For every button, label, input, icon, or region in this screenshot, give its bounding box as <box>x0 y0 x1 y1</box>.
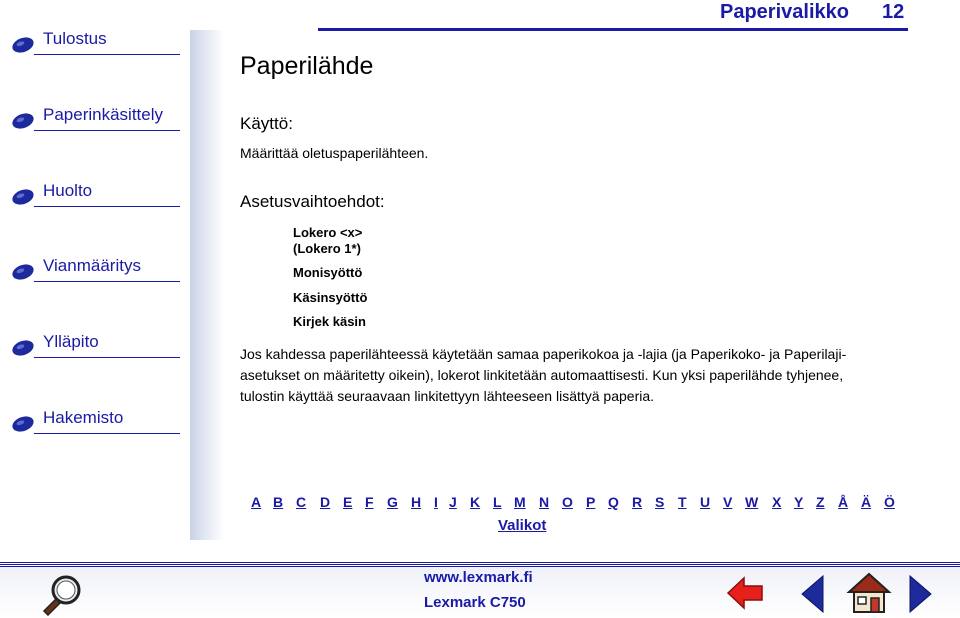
bullet-icon <box>10 414 35 435</box>
sidebar-item-paperinkasittely[interactable] <box>12 105 182 131</box>
usage-heading: Käyttö: <box>240 114 293 133</box>
bullet-icon <box>10 111 35 132</box>
index-letter[interactable]: D <box>320 494 331 510</box>
sidebar-item-label: Huolto <box>43 181 93 200</box>
index-letter[interactable]: X <box>772 494 782 510</box>
index-letter[interactable]: S <box>655 494 665 510</box>
divider <box>34 206 180 207</box>
footer-stripe <box>0 562 960 567</box>
index-letter[interactable]: O <box>562 494 573 510</box>
previous-page-icon[interactable] <box>799 574 827 614</box>
divider <box>34 54 180 55</box>
page-header-title: Paperivalikko <box>720 1 849 23</box>
sidebar-item-hakemisto[interactable] <box>12 408 182 434</box>
option-item: Käsinsyöttö <box>293 290 368 305</box>
sidebar-item-huolto[interactable] <box>12 181 182 207</box>
sidebar-item-label: Paperinkäsittely <box>43 105 164 124</box>
sidebar-item-label: Ylläpito <box>43 332 99 351</box>
option-item: Lokero <x> <box>293 225 363 240</box>
page-number: 12 <box>882 1 905 23</box>
index-letter[interactable]: E <box>343 494 353 510</box>
index-letter[interactable]: N <box>539 494 550 510</box>
sidebar-item-label: Vianmääritys <box>43 256 141 275</box>
index-letter[interactable]: Y <box>794 494 804 510</box>
index-letter[interactable]: P <box>586 494 596 510</box>
search-icon[interactable] <box>38 572 86 616</box>
footer-product: Lexmark C750 <box>424 594 526 611</box>
menus-link[interactable]: Valikot <box>498 517 547 534</box>
index-letter[interactable]: V <box>723 494 733 510</box>
index-letter[interactable]: Ä <box>861 494 872 510</box>
index-letter[interactable]: B <box>273 494 284 510</box>
sidebar-item-label: Tulostus <box>43 29 107 48</box>
alphabet-index <box>251 494 911 514</box>
index-letter[interactable]: A <box>251 494 262 510</box>
footer-url[interactable]: www.lexmark.fi <box>424 569 533 586</box>
divider <box>34 130 180 131</box>
page-title: Paperilähde <box>240 52 374 80</box>
index-letter[interactable]: C <box>296 494 307 510</box>
bullet-icon <box>10 187 35 208</box>
index-letter[interactable]: U <box>700 494 711 510</box>
divider <box>34 433 180 434</box>
index-letter[interactable]: J <box>449 494 457 510</box>
index-letter[interactable]: F <box>365 494 374 510</box>
option-item: Monisyöttö <box>293 265 363 280</box>
index-letter[interactable]: T <box>678 494 687 510</box>
index-letter[interactable]: R <box>632 494 643 510</box>
sidebar-item-yllapito[interactable] <box>12 332 182 358</box>
bullet-icon <box>10 35 35 56</box>
bullet-icon <box>10 262 35 283</box>
back-red-arrow-icon[interactable] <box>726 576 764 610</box>
home-icon[interactable] <box>845 570 893 616</box>
index-letter[interactable]: Q <box>608 494 619 510</box>
sidebar-item-tulostus[interactable] <box>12 29 182 55</box>
index-letter[interactable]: I <box>434 494 438 510</box>
index-letter[interactable]: Å <box>838 494 849 510</box>
index-letter[interactable]: H <box>411 494 422 510</box>
description-paragraph: Jos kahdessa paperilähteessä käytetään samaa paperikokoa ja -lajia (ja Paperikoko- ja Paperilaji-asetukset on määritetty oikein), lokerot linkitetään automaattisesti. Kun yksi paperilähde tyhjenee, tulostin käyttää seuraavaan linkitettyyn lähteeseen lisättyä paperia. <box>240 346 847 404</box>
next-page-icon[interactable] <box>906 574 934 614</box>
option-item: (Lokero 1*) <box>293 241 361 256</box>
sidebar-item-label: Hakemisto <box>43 408 124 427</box>
index-letter[interactable]: Ö <box>884 494 895 510</box>
option-item: Kirjek käsin <box>293 314 366 329</box>
index-letter[interactable]: L <box>493 494 502 510</box>
header-divider <box>318 28 908 31</box>
index-letter[interactable]: W <box>745 494 759 510</box>
divider <box>34 281 180 282</box>
sidebar-item-vianmaaritys[interactable] <box>12 256 182 282</box>
sidebar-shadow <box>190 30 224 540</box>
index-letter[interactable]: K <box>470 494 481 510</box>
index-letter[interactable]: Z <box>816 494 825 510</box>
options-heading: Asetusvaihtoehdot: <box>240 192 385 211</box>
divider <box>34 357 180 358</box>
index-letter[interactable]: M <box>514 494 526 510</box>
bullet-icon <box>10 338 35 359</box>
index-letter[interactable]: G <box>387 494 398 510</box>
usage-text: Määrittää oletuspaperilähteen. <box>240 145 429 161</box>
